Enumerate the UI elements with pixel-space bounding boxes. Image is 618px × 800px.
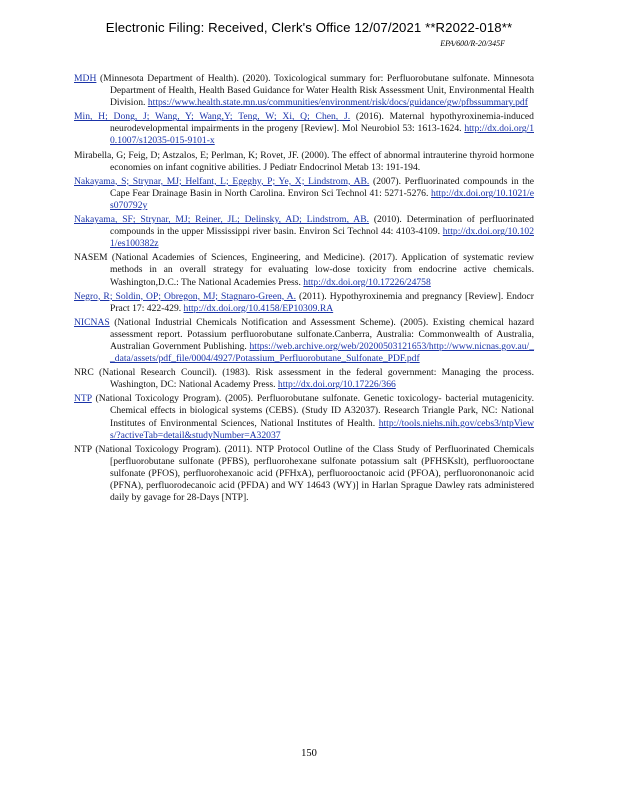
reference-entry — [74, 111, 534, 147]
reference-text: (National Industrial Chemicals Notification and Assessment Scheme). (2005). Existing chemical hazard assessment report. Potassium perfluorobutane sulfonate.Canberra, Australia: Commonwealth of Australia, Australian Government Publishing. — [109, 316, 534, 352]
reference-entry — [74, 176, 534, 212]
reference-authors-link[interactable]: Min, H; Dong, J; Wang, Y; Wang,Y; Teng, W; Xi, Q; Chen, J. — [74, 111, 351, 123]
reference-url-link[interactable]: https://www.health.state.mn.us/communities/environment/risk/docs/guidance/gw/pfbssummary.pdf — [147, 97, 528, 109]
reference-entry — [74, 214, 534, 250]
reference-text: (2011). Hypothyroxinemia and pregnancy [Review]. Endocr Pract 17: 422-429. — [110, 290, 534, 314]
reference-authors-link[interactable]: Nakayama, S; Strynar, MJ; Helfant, L; Egeghy, P; Ye, X; Lindstrom, AB. — [74, 175, 370, 187]
reference-text: (Minnesota Department of Health). (2020). Toxicological summary for: Perfluorobutane sulfonate. Minnesota Department of Health, Health Based Guidance for Water Health Risk Assessment Unit, Environmental Health Division. — [96, 73, 534, 109]
reference-authors-link[interactable]: NICNAS — [74, 316, 110, 328]
reference-url-link[interactable]: http://dx.doi.org/10.17226/366 — [277, 379, 396, 391]
reference-text: (2010). Determination of perfluorinated compounds in the upper Mississippi river basin. Environ Sci Technol 44: 4103-4109. — [110, 214, 534, 238]
reference-authors-link[interactable]: NTP — [74, 393, 92, 405]
document-id: EPA/600/R-20/345F — [440, 39, 505, 48]
reference-url-link[interactable]: http://dx.doi.org/10.4158/EP10309.RA — [183, 302, 334, 314]
reference-entry — [74, 291, 534, 315]
reference-url-link[interactable]: http://dx.doi.org/10.1007/s12035-015-9101-x — [110, 123, 534, 147]
reference-text: NASEM (National Academies of Sciences, Engineering, and Medicine). (2017). Application of systematic review methods in an overall strategy for evaluating low-dose toxicity from endocrine active chemicals. Washington,D.C.: The National Academies Press. — [74, 252, 534, 288]
reference-text: NTP (National Toxicology Program). (2011). NTP Protocol Outline of the Class Study of Perfluorinated Chemicals [perfluorobutane sulfonate (PFBS), perfluorohexane sulfonate potassium salt (PFHSKslt), perfluorooctane sulfonate (PFOS), perfluorohexanoic acid (PFHxA), perfluorooctanoic acid (PFOA), perfluorononanoic acid (PFNA), perfluorodecanoic acid (PFDA) and WY 14643 (WY)] in Harlan Sprague Dawley rats administered daily by gavage for 28-Days [NTP]. — [74, 443, 534, 504]
reference-text: Mirabella, G; Feig, D; Astzalos, E; Perlman, K; Rovet, JF. (2000). The effect of abnormal intrauterine thyroid hormone economies on infant cognitive abilities. J Pediatr Endocrinol Metab 13: 191-194. — [74, 149, 534, 173]
reference-entry — [74, 252, 534, 288]
reference-url-link[interactable]: http://dx.doi.org/10.1021/es070792y — [110, 187, 534, 211]
reference-entry — [74, 317, 534, 365]
reference-text: (2016). Maternal hypothyroxinemia-induced neurodevelopmental impairments in the progeny [Review]. Mol Neurobiol 53: 1613-1624. — [110, 111, 534, 135]
reference-url-link[interactable]: http://dx.doi.org/10.1021/es100382z — [110, 226, 534, 250]
reference-url-link[interactable]: http://dx.doi.org/10.17226/24758 — [303, 276, 431, 288]
reference-list — [74, 73, 534, 506]
reference-url-link[interactable]: https://web.archive.org/web/20200503121653/http://www.nicnas.gov.au/__data/assets/pdf_file/0004/4927/Potassium_Perfluorobutane_Sulfonate_PDF.pdf — [110, 340, 534, 365]
reference-text: NRC (National Research Council). (1983). Risk assessment in the federal government: Managing the process. Washington, DC: National Academy Press. — [74, 367, 534, 391]
page-number: 150 — [301, 748, 317, 759]
reference-authors-link[interactable]: Nakayama, SF; Strynar, MJ; Reiner, JL; Delinsky, AD; Lindstrom, AB. — [74, 214, 370, 226]
reference-entry — [74, 73, 534, 109]
filing-header: Electronic Filing: Received, Clerk's Office 12/07/2021 **R2022-018** — [105, 20, 513, 35]
reference-entry — [74, 444, 534, 504]
reference-authors-link[interactable]: Negro, R; Soldin, OP; Obregon, MJ; Stagnaro-Green, A. — [74, 290, 296, 302]
reference-url-link[interactable]: http://tools.niehs.nih.gov/cebs3/ntpViews/?activeTab=detail&studyNumber=A32037 — [110, 417, 534, 441]
reference-text: (National Toxicology Program). (2005). Perfluorobutane sulfonate. Genetic toxicology- bacterial mutagenicity. Chemical effects in biological systems (CEBS). (Study ID A32037). Research Triangle Park, NC: National Institutes of Environmental Sciences, National Institutes of Health. — [91, 393, 534, 429]
reference-authors-link[interactable]: MDH — [74, 73, 97, 84]
reference-entry — [74, 367, 534, 391]
reference-entry — [74, 150, 534, 174]
reference-entry — [74, 393, 534, 441]
reference-text: (2007). Perfluorinated compounds in the Cape Fear Drainage Basin in North Carolina. Environ Sci Technol 41: 5271-5276. — [110, 175, 535, 199]
